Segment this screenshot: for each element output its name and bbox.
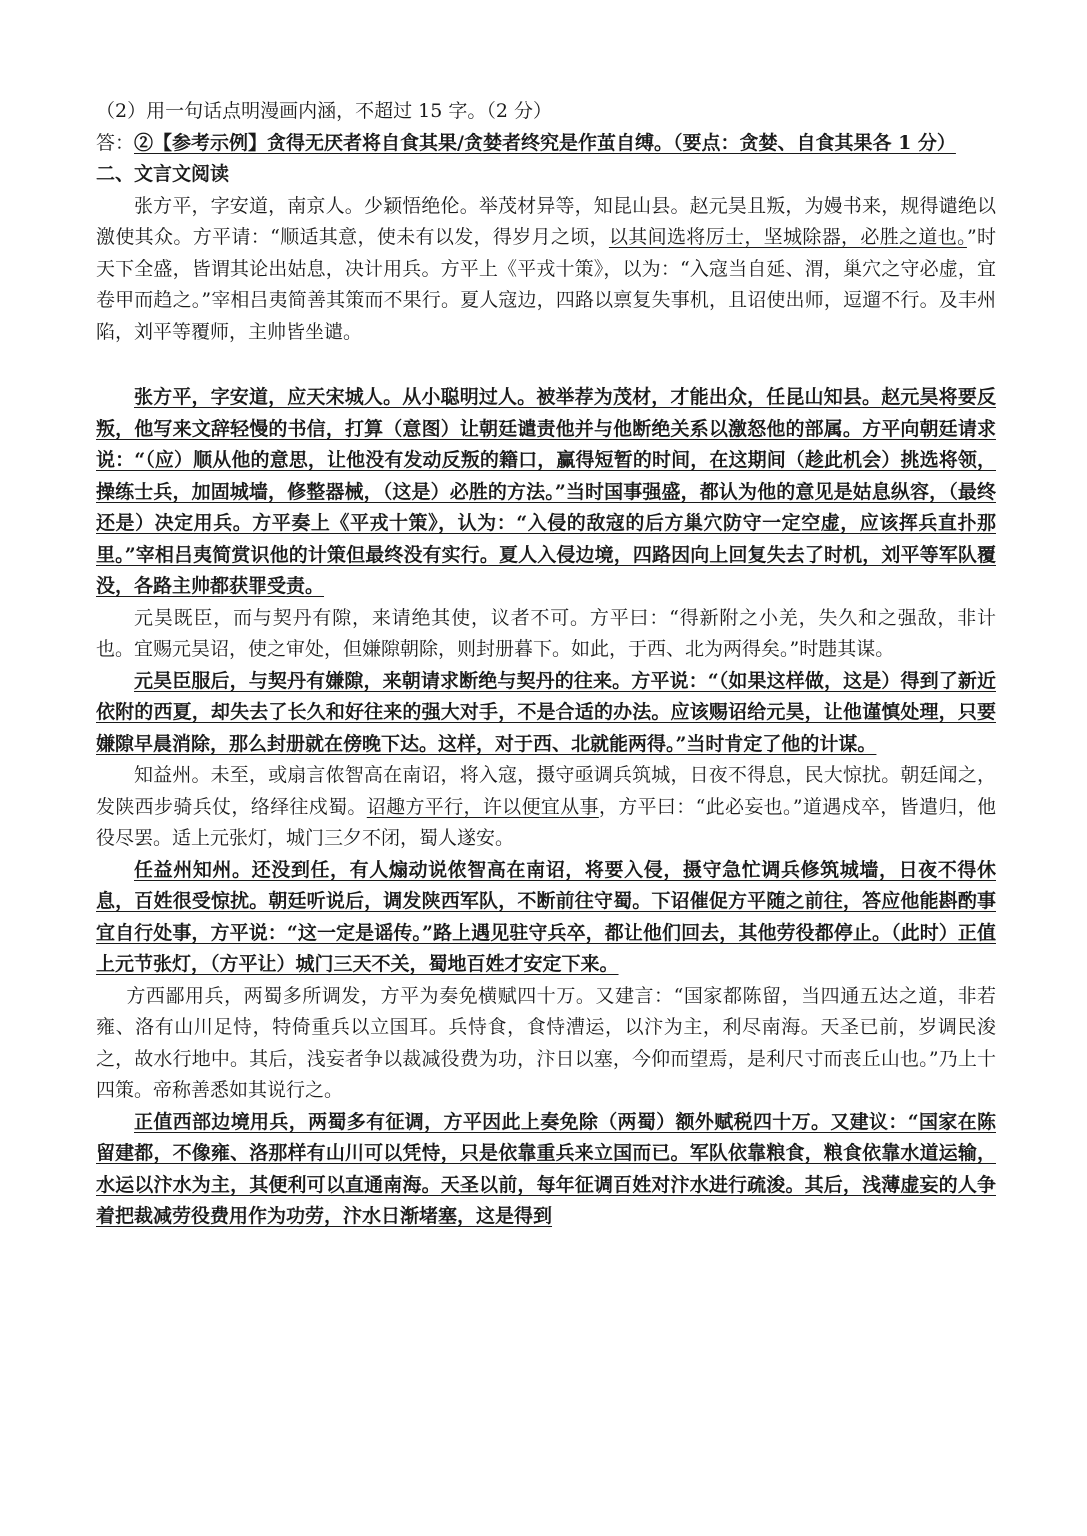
passage-original [96,981,996,1107]
passage-translation [96,1107,996,1233]
passage-underlined-text: 诏趣方平行，许以便宜从事 [366,795,599,818]
spacer [96,348,996,382]
passage-translation [96,855,996,981]
passage-text: ”时天下全盛，皆谓其论出姑息，决计用兵。方平上《平戎十策》，以为：“入寇当自延、渭，巢穴之守必虚，宜卷甲而趋之。”宰相吕夷简善其策而不果行。夏人寇边，四路以禀复失事机，且诏使出师，逗遛不行。及丰州陷，刘平等覆师，主帅皆坐谴。 [96,226,996,343]
answer-line [96,128,996,160]
passage-translation [96,666,996,761]
passage-underlined-text: 以其间选将厉士，坚城除器，必胜之道也。 [608,226,967,248]
translation-text: 张方平，字安道，应天宋城人。从小聪明过人。被举荐为茂材，才能出众，任昆山知县。赵元昊将要反叛，他写来文辞轻慢的书信，打算（意图）让朝廷谴责他并与他断绝关系以激怒他的部属。方平向朝廷请求说：“（应）顺从他的意思，让他没有发动反叛的籍口，赢得短暂的时间，在这期间（趁此机会）挑选将领，操练士兵，加固城墙，修整器械，（这是）必胜的方法。”当时国事强盛，都认为他的意见是姑息纵容，（最终还是）决定用兵。方平奏上《平戎十策》，认为：“入侵的敌寇的后方巢穴防守一定空虚，应该挥兵直扑那里。”宰相吕夷简赏识他的计策但最终没有实行。夏人入侵边境，四路因向上回复失去了时机，刘平等军队覆没，各路主帅都获罪受责。 [96,386,996,597]
answer-prefix: 答： [96,131,135,154]
passage-text: 元昊既臣，而与契丹有隙，来请绝其使，议者不可。方平曰：“得新附之小羌，失久和之强敌，非计也。宜赐元昊诏，使之审处，但嫌隙朝除，则封册暮下。如此，于西、北为两得矣。”时韪其谋。 [96,606,996,660]
translation-text: 任益州知州。还没到任，有人煽动说侬智高在南诏，将要入侵，摄守急忙调兵修筑城墙，日夜不得休息，百姓很受惊扰。朝廷听说后，调发陕西军队，不断前往守蜀。下诏催促方平随之前往，答应他能斟酌事宜自行处事，方平说：“这一定是谣传。”路上遇见驻守兵卒，都让他们回去，其他劳役都停止。（此时）正值上元节张灯，（方平让）城门三天不关，蜀地百姓才安定下来。 [96,858,996,975]
answer-body: ②【参考示例】贪得无厌者将自食其果/贪婪者终究是作茧自缚。（要点：贪婪、自食其果各 1 分） [134,131,956,154]
passage-text: 张方平，字安道，南京人。少颖悟绝伦。举茂材异等，知昆山县。赵元昊且叛，为嫚书来，规得谴绝以激使其众。方平请：“顺适其意，使未有以发，得岁月之顷， [96,194,996,248]
passage-original [96,603,996,666]
document-page [96,96,996,1233]
passage-original [96,760,996,855]
question-prompt: （2）用一句话点明漫画内涵，不超过 15 字。（2 分） [96,100,552,122]
passage-text: 知益州。未至，或扇言侬智高在南诏，将入寇，摄守亟调兵筑城，日夜不得息，民大惊扰。朝廷闻之，发陕西步骑兵仗，络绎往戍蜀。 [96,764,996,818]
passage-text: 方西鄙用兵，两蜀多所调发，方平为奏免横赋四十万。又建言：“国家都陈留，当四通五达之道，非若雍、洛有山川足恃，特倚重兵以立国耳。兵恃食，食恃漕运，以汴为主，利尽南海。天圣已前，岁调民浚之，故水行地中。其后，浅妄者争以裁减役费为功，汴日以塞，今仰而望焉，是利尺寸而丧丘山也。”乃上十四策。帝称善悉如其说行之。 [96,984,996,1101]
translation-text: 元昊臣服后，与契丹有嫌隙，来朝请求断绝与契丹的往来。方平说：“（如果这样做，这是）得到了新近依附的西夏，却失去了长久和好往来的强大对手，不是合适的办法。应该赐诏给元昊，让他谨慎处理，只要嫌隙早晨消除，那么封册就在傍晚下达。这样，对于西、北就能两得。”当时肯定了他的计谋。 [96,669,996,755]
section-title: 二、文言文阅读 [96,163,230,185]
passage-text: ，方平曰：“此必妄也。”道遇戍卒，皆遣归，他役尽罢。适上元张灯，城门三夕不闭，蜀人遂安。 [96,795,996,849]
passage-translation [96,382,996,603]
passage-original [96,191,996,349]
translation-text: 正值西部边境用兵，两蜀多有征调，方平因此上奏免除（两蜀）额外赋税四十万。又建议：“国家在陈留建都，不像雍、洛那样有山川可以凭恃，只是依靠重兵来立国而已。军队依靠粮食，粮食依靠水道运输，水运以汴水为主，其便利可以直通南海。天圣以前，每年征调百姓对汴水进行疏浚。其后，浅薄虚妄的人争着把裁减劳役费用作为功劳，汴水日渐堵塞，这是得到 [96,1110,996,1227]
